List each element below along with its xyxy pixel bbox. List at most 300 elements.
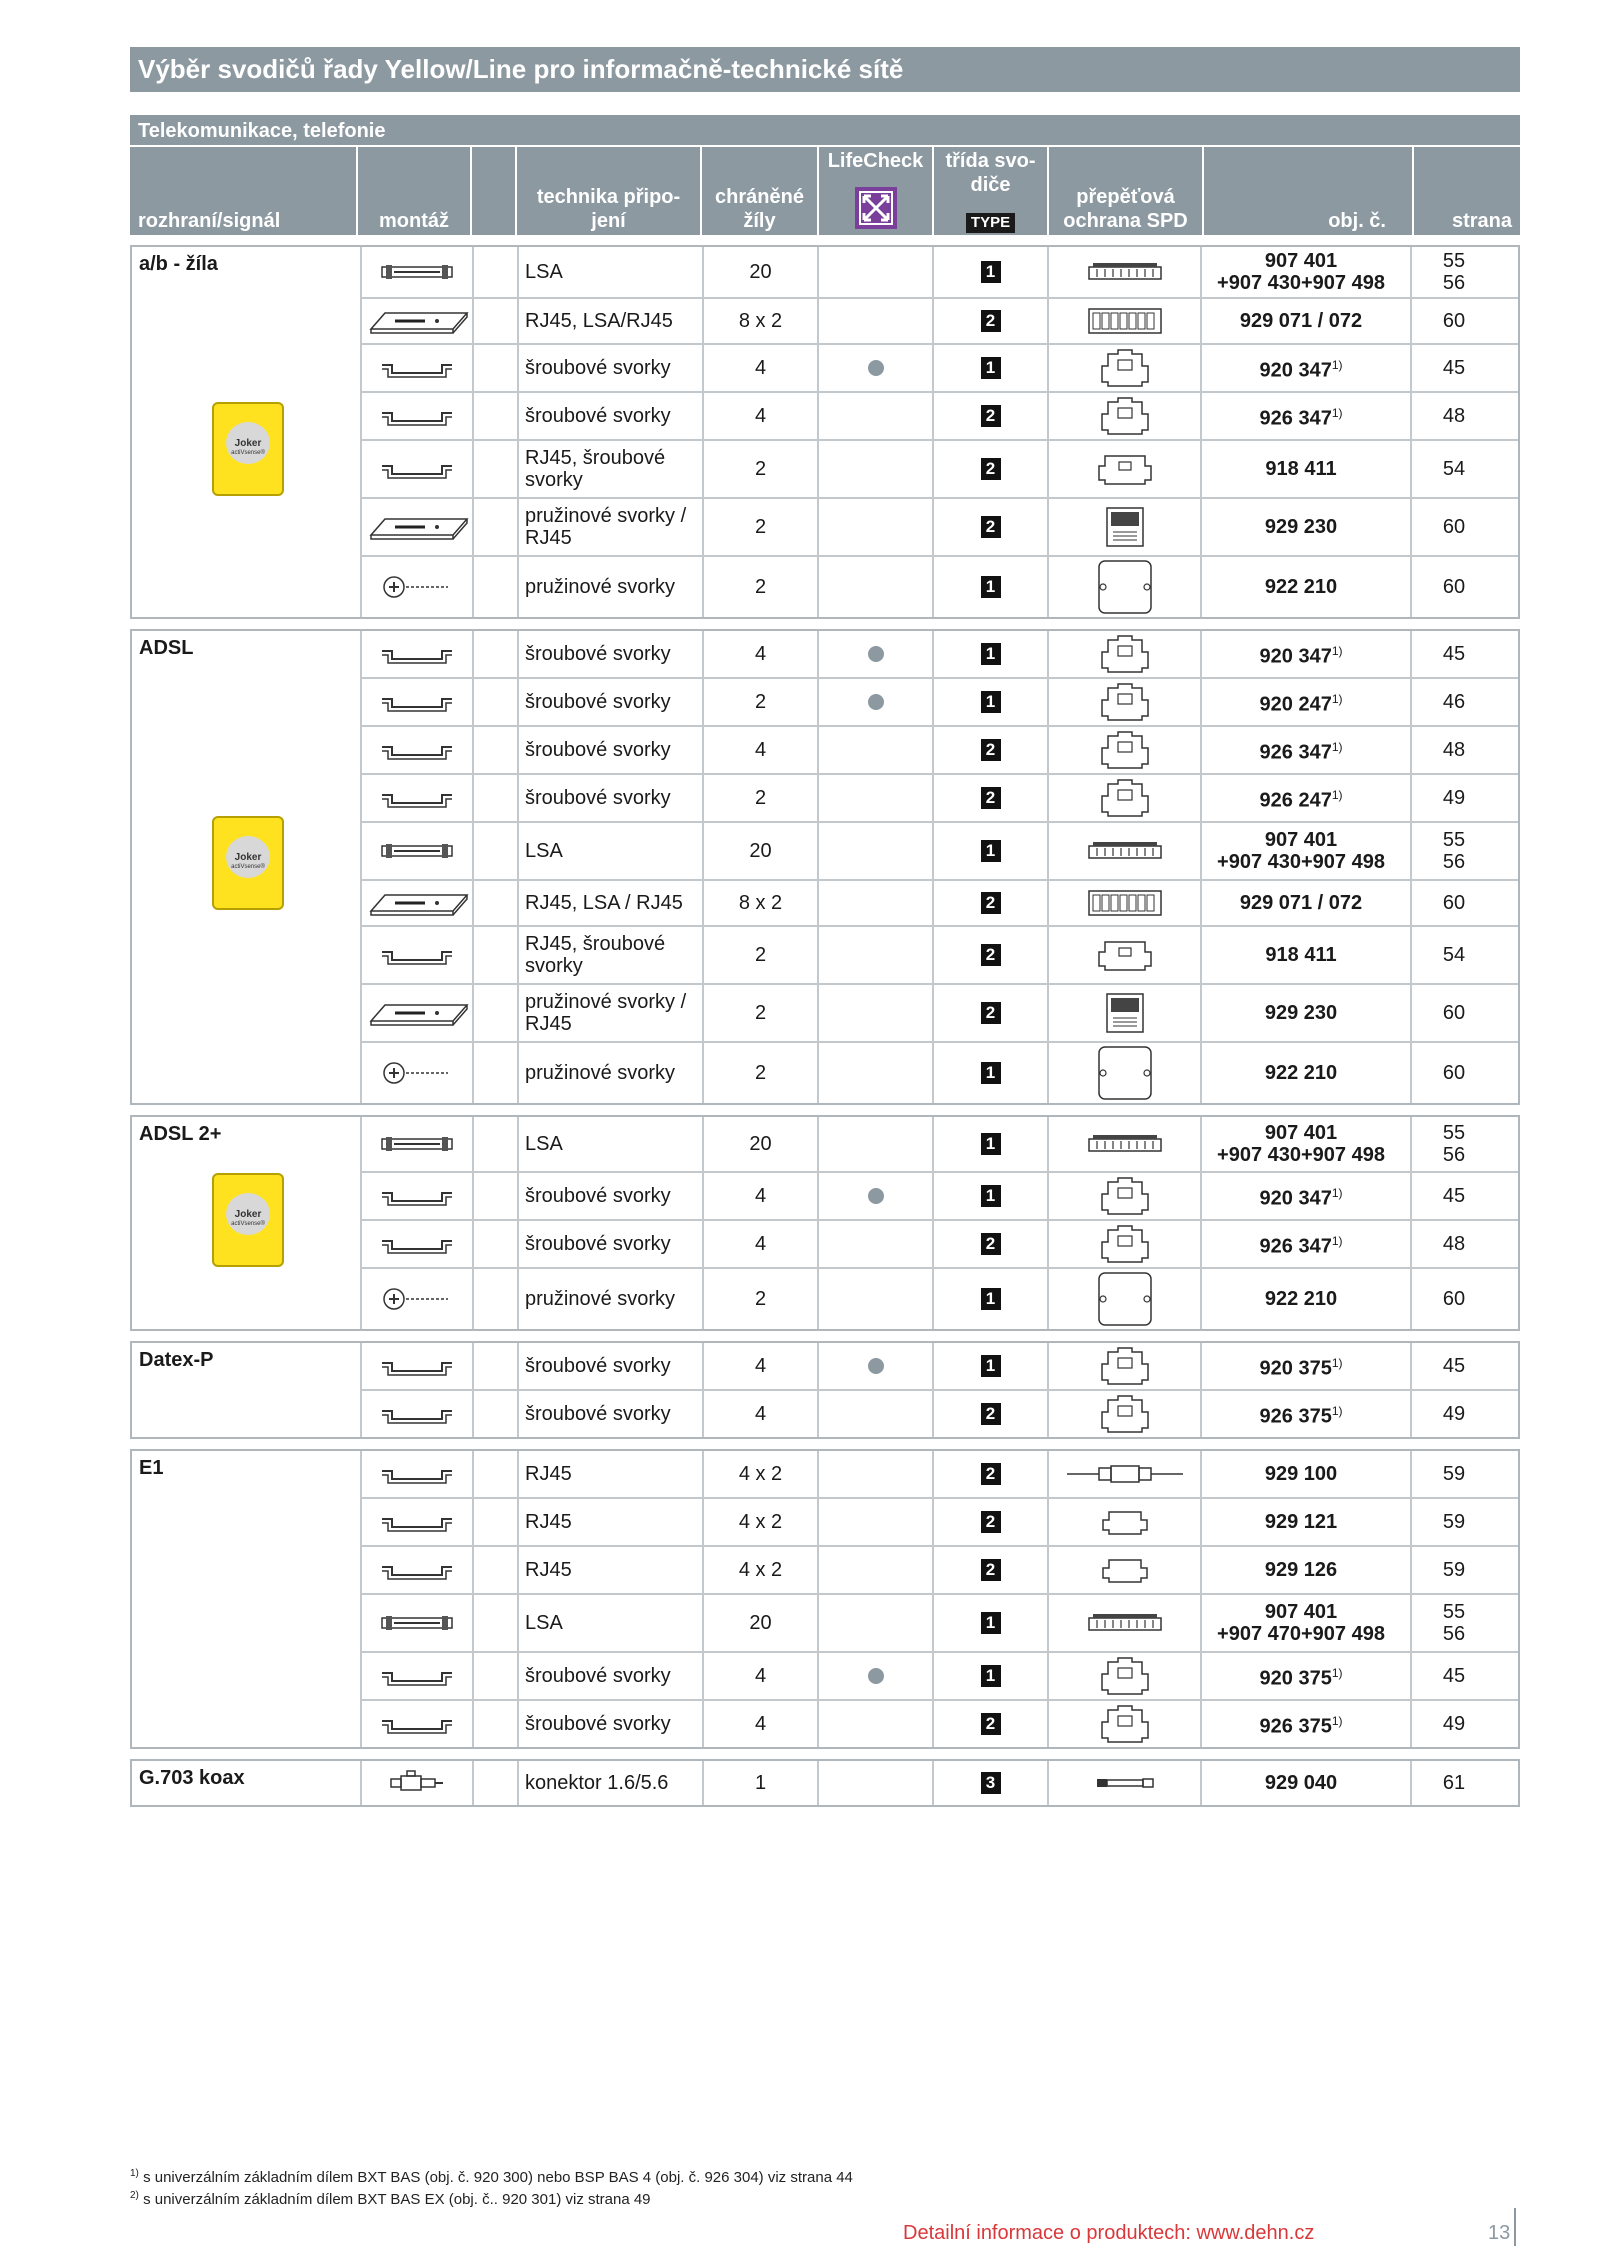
protected-wires: 4 (702, 1701, 817, 1747)
order-number-cell (1200, 1653, 1410, 1699)
page-cell (1410, 557, 1502, 617)
patch-panel-protector-icon (1047, 299, 1200, 343)
order-number: +907 430+907 498 (1217, 272, 1385, 294)
table-row (360, 1043, 1518, 1103)
page-ref: 60 (1442, 1288, 1466, 1310)
class-badge: 1 (981, 1612, 1001, 1634)
arrester-class (932, 1653, 1047, 1699)
class-badge: 2 (981, 1713, 1001, 1735)
lifecheck-dot-icon (868, 1358, 884, 1374)
page-cell (1410, 631, 1502, 677)
signal-name: ADSL 2+ (139, 1123, 222, 1145)
lifecheck-cell (817, 441, 932, 497)
order-number: 929 100 (1264, 1463, 1338, 1485)
connection-technique: šroubové svorky (517, 1173, 702, 1219)
signal-name: G.703 koax (139, 1767, 245, 1789)
signal-group (130, 245, 1520, 619)
page-cell (1410, 727, 1502, 773)
order-number: 929 230 (1264, 516, 1338, 538)
table-row (360, 881, 1518, 927)
category-label: Telekomunikace, telefonie (138, 120, 386, 142)
page-ref: 45 (1442, 1355, 1466, 1377)
protected-wires: 4 x 2 (702, 1547, 817, 1593)
connection-technique: šroubové svorky (517, 1391, 702, 1437)
protected-wires: 4 (702, 1653, 817, 1699)
col-obj: obj. č. (1204, 147, 1414, 235)
signal-group (130, 1341, 1520, 1439)
order-number-cell (1200, 1343, 1410, 1389)
page-cell (1410, 299, 1502, 343)
page-ref: 60 (1442, 310, 1466, 332)
arrester-class (932, 1701, 1047, 1747)
lsa-strip-mount-icon (360, 823, 472, 879)
arrester-class (932, 1451, 1047, 1497)
page-ref: 56 (1442, 272, 1466, 294)
page-ref: 59 (1442, 1511, 1466, 1533)
lsa-protector-icon (1047, 823, 1200, 879)
order-number-cell (1200, 1269, 1410, 1329)
class-badge: 1 (981, 1133, 1001, 1155)
rj45-protector-icon (1047, 927, 1200, 983)
arrester-class (932, 1221, 1047, 1267)
din-protector-icon (1047, 1391, 1200, 1437)
class-badge: 2 (981, 405, 1001, 427)
arrester-class (932, 631, 1047, 677)
class-badge: 1 (981, 1185, 1001, 1207)
arrester-class (932, 1761, 1047, 1805)
order-number: 907 401 (1264, 250, 1338, 272)
connection-technique: LSA (517, 823, 702, 879)
lifecheck-cell (817, 881, 932, 925)
page-ref: 54 (1442, 458, 1466, 480)
signal-group (130, 1759, 1520, 1807)
din-protector-icon (1047, 345, 1200, 391)
order-number: 929 126 (1264, 1559, 1338, 1581)
arrester-class (932, 727, 1047, 773)
class-badge: 2 (981, 1233, 1001, 1255)
page-cell (1410, 1451, 1502, 1497)
order-number-cell (1200, 1547, 1410, 1593)
lsa-protector-icon (1047, 247, 1200, 297)
order-number: 926 375$^{1)}$ (1259, 1714, 1343, 1738)
table-row (360, 247, 1518, 299)
arrester-class (932, 985, 1047, 1041)
screw-mount-icon (360, 557, 472, 617)
protected-wires: 2 (702, 1043, 817, 1103)
lifecheck-cell (817, 727, 932, 773)
page-cell (1410, 1595, 1502, 1651)
arrester-class (932, 393, 1047, 439)
page-ref: 45 (1442, 357, 1466, 379)
protected-wires: 4 x 2 (702, 1499, 817, 1545)
order-number-cell (1200, 727, 1410, 773)
lsa-protector-icon (1047, 1595, 1200, 1651)
col-page: strana (1451, 210, 1512, 232)
order-number-cell (1200, 1701, 1410, 1747)
box-protector-icon (1047, 1269, 1200, 1329)
page-cell (1410, 927, 1502, 983)
coax-connector-mount-icon (360, 1761, 472, 1805)
signal-group (130, 1115, 1520, 1331)
class-badge: 2 (981, 458, 1001, 480)
table-row (360, 1653, 1518, 1701)
table-row (360, 1391, 1518, 1437)
class-badge: 2 (981, 1511, 1001, 1533)
order-number: 922 210 (1264, 1288, 1338, 1310)
lifecheck-dot-icon (868, 360, 884, 376)
order-number-cell (1200, 247, 1410, 297)
din-rail-mount-icon (360, 1343, 472, 1389)
lifecheck-cell (817, 345, 932, 391)
order-number-cell (1200, 1117, 1410, 1171)
order-number: 920 375$^{1)}$ (1259, 1666, 1343, 1690)
order-number-cell (1200, 499, 1410, 555)
lifecheck-cell (817, 499, 932, 555)
spring-terminal-protector-icon (1047, 499, 1200, 555)
order-number-cell (1200, 823, 1410, 879)
connection-technique: LSA (517, 247, 702, 297)
din-rail-mount-icon (360, 727, 472, 773)
order-number-cell (1200, 1451, 1410, 1497)
lifecheck-cell (817, 1595, 932, 1651)
order-number: +907 430+907 498 (1217, 851, 1385, 873)
table-row (360, 1221, 1518, 1269)
lifecheck-cell (817, 823, 932, 879)
din-rail-mount-icon (360, 1547, 472, 1593)
lifecheck-dot-icon (868, 1188, 884, 1204)
din-protector-icon (1047, 1701, 1200, 1747)
din-protector-icon (1047, 631, 1200, 677)
table-row (360, 499, 1518, 557)
col-lifecheck: LifeCheck (819, 147, 934, 235)
table-row (360, 679, 1518, 727)
arrester-class (932, 775, 1047, 821)
connection-technique: šroubové svorky (517, 1343, 702, 1389)
protected-wires: 2 (702, 775, 817, 821)
page-ref: 45 (1442, 1185, 1466, 1207)
order-number-cell (1200, 441, 1410, 497)
order-number: 920 247$^{1)}$ (1259, 692, 1343, 716)
protected-wires: 4 (702, 1221, 817, 1267)
rack-panel-mount-icon (360, 881, 472, 925)
order-number: 907 401 (1264, 1601, 1338, 1623)
din-rail-mount-icon (360, 1451, 472, 1497)
din-protector-icon (1047, 775, 1200, 821)
class-badge: 2 (981, 739, 1001, 761)
table-row (360, 1499, 1518, 1547)
arrester-class (932, 1343, 1047, 1389)
order-number: 907 401 (1264, 829, 1338, 851)
table-row (360, 1173, 1518, 1221)
connection-technique: RJ45, šroubové svorky (517, 927, 702, 983)
order-number: 922 210 (1264, 576, 1338, 598)
connection-technique: pružinové svorky / RJ45 (517, 985, 702, 1041)
col-mount: montáž (358, 147, 472, 235)
class-badge: 1 (981, 840, 1001, 862)
din-rail-mount-icon (360, 679, 472, 725)
product-info-link[interactable]: Detailní informace o produktech: www.dehn.cz (903, 2222, 1315, 2244)
table-row (360, 727, 1518, 775)
order-number-cell (1200, 985, 1410, 1041)
din-rail-mount-icon (360, 1221, 472, 1267)
protected-wires: 8 x 2 (702, 299, 817, 343)
page-number-bar (1514, 2208, 1516, 2246)
table-row (360, 1761, 1518, 1805)
class-badge: 1 (981, 1665, 1001, 1687)
col-tech: technika připo- jení (517, 147, 702, 235)
din-rail-mount-icon (360, 1499, 472, 1545)
arrester-class (932, 1547, 1047, 1593)
din-protector-icon (1047, 727, 1200, 773)
class-badge: 1 (981, 643, 1001, 665)
order-number: 918 411 (1265, 944, 1337, 966)
connection-technique: LSA (517, 1595, 702, 1651)
table-row (360, 1595, 1518, 1653)
order-number: 929 071 / 072 (1239, 310, 1363, 332)
rack-panel-mount-icon (360, 985, 472, 1041)
order-number-cell (1200, 775, 1410, 821)
class-badge: 2 (981, 944, 1001, 966)
protected-wires: 20 (702, 247, 817, 297)
table-row (360, 823, 1518, 881)
protected-wires: 4 (702, 631, 817, 677)
order-number: 926 347$^{1)}$ (1259, 406, 1343, 430)
table-row (360, 299, 1518, 345)
screw-mount-icon (360, 1269, 472, 1329)
patch-panel-protector-icon (1047, 881, 1200, 925)
connection-technique: pružinové svorky (517, 557, 702, 617)
order-number-cell (1200, 927, 1410, 983)
order-number: 920 347$^{1)}$ (1259, 644, 1343, 668)
order-number: 929 121 (1264, 1511, 1338, 1533)
page-ref: 48 (1442, 1233, 1466, 1255)
page-ref: 45 (1442, 643, 1466, 665)
page-cell (1410, 881, 1502, 925)
page-cell (1410, 1653, 1502, 1699)
arrester-class (932, 1173, 1047, 1219)
page-cell (1410, 247, 1502, 297)
protected-wires: 4 (702, 1173, 817, 1219)
lifecheck-cell (817, 1451, 932, 1497)
class-badge: 1 (981, 576, 1001, 598)
page-cell (1410, 1269, 1502, 1329)
din-rail-mount-icon (360, 1701, 472, 1747)
page-ref: 60 (1442, 516, 1466, 538)
class-badge: 2 (981, 310, 1001, 332)
screw-mount-icon (360, 1043, 472, 1103)
lsa-strip-mount-icon (360, 247, 472, 297)
lifecheck-cell (817, 1761, 932, 1805)
order-number-cell (1200, 679, 1410, 725)
arrester-class (932, 881, 1047, 925)
order-number: +907 470+907 498 (1217, 1623, 1385, 1645)
page-cell (1410, 393, 1502, 439)
connection-technique: RJ45 (517, 1547, 702, 1593)
class-badge: 1 (981, 357, 1001, 379)
page-ref: 45 (1442, 1665, 1466, 1687)
footnote-1: $^{1)}$ s univerzálním základním dílem BXT BAS (obj. č. 920 300) nebo BSP BAS 4 (obj. č. 926 304) viz strana 44 (130, 2168, 853, 2186)
order-number: 929 071 / 072 (1239, 892, 1363, 914)
table-row (360, 393, 1518, 441)
order-number: 926 347$^{1)}$ (1259, 740, 1343, 764)
class-badge: 2 (981, 516, 1001, 538)
arrester-class (932, 499, 1047, 555)
page-ref: 48 (1442, 405, 1466, 427)
lifecheck-cell (817, 299, 932, 343)
table-row (360, 1269, 1518, 1329)
page-cell (1410, 1173, 1502, 1219)
lifecheck-cell (817, 1653, 932, 1699)
lifecheck-cell (817, 679, 932, 725)
connection-technique: RJ45, LSA/RJ45 (517, 299, 702, 343)
din-protector-icon (1047, 1221, 1200, 1267)
class-badge: 2 (981, 1403, 1001, 1425)
page-ref: 61 (1442, 1772, 1466, 1794)
order-number: 918 411 (1265, 458, 1337, 480)
page-cell (1410, 985, 1502, 1041)
arrester-class (932, 345, 1047, 391)
din-rail-mount-icon (360, 631, 472, 677)
lifecheck-cell (817, 1221, 932, 1267)
protected-wires: 4 x 2 (702, 1451, 817, 1497)
compact-protector-icon (1047, 1499, 1200, 1545)
din-rail-mount-icon (360, 393, 472, 439)
product-table (130, 245, 1520, 1817)
col-signal: rozhraní/signál (130, 147, 358, 235)
din-rail-mount-icon (360, 1173, 472, 1219)
din-rail-mount-icon (360, 1391, 472, 1437)
connection-technique: šroubové svorky (517, 1701, 702, 1747)
lifecheck-dot-icon (868, 646, 884, 662)
page-ref: 49 (1442, 787, 1466, 809)
page-cell (1410, 1547, 1502, 1593)
page-cell (1410, 1499, 1502, 1545)
protected-wires: 2 (702, 499, 817, 555)
connection-technique: RJ45 (517, 1451, 702, 1497)
spring-terminal-protector-icon (1047, 985, 1200, 1041)
table-row (360, 1343, 1518, 1391)
din-protector-icon (1047, 1173, 1200, 1219)
page-ref: 49 (1442, 1403, 1466, 1425)
order-number-cell (1200, 1761, 1410, 1805)
rj45-protector-icon (1047, 441, 1200, 497)
table-row (360, 927, 1518, 985)
table-row (360, 1547, 1518, 1595)
table-row (360, 1451, 1518, 1499)
page-cell (1410, 1343, 1502, 1389)
order-number-cell (1200, 299, 1410, 343)
page-ref: 46 (1442, 691, 1466, 713)
page-ref: 60 (1442, 892, 1466, 914)
order-number: 920 347$^{1)}$ (1259, 358, 1343, 382)
order-number-cell (1200, 557, 1410, 617)
page-ref: 54 (1442, 944, 1466, 966)
class-badge: 2 (981, 1463, 1001, 1485)
page-cell (1410, 1391, 1502, 1437)
din-rail-mount-icon (360, 775, 472, 821)
arrester-class (932, 1117, 1047, 1171)
order-number: 929 040 (1264, 1772, 1338, 1794)
lifecheck-cell (817, 1269, 932, 1329)
protected-wires: 20 (702, 823, 817, 879)
arrester-class (932, 679, 1047, 725)
class-badge: 2 (981, 892, 1001, 914)
page-cell (1410, 499, 1502, 555)
protected-wires: 4 (702, 345, 817, 391)
connection-technique: pružinové svorky (517, 1269, 702, 1329)
class-badge: 3 (981, 1772, 1001, 1794)
table-row (360, 985, 1518, 1043)
protected-wires: 4 (702, 393, 817, 439)
order-number: 920 347$^{1)}$ (1259, 1186, 1343, 1210)
din-rail-mount-icon (360, 441, 472, 497)
lifecheck-cell (817, 1117, 932, 1171)
lifecheck-icon (855, 187, 897, 229)
signal-name: a/b - žíla (139, 253, 218, 275)
page-ref: 59 (1442, 1559, 1466, 1581)
lifecheck-cell (817, 1701, 932, 1747)
page-ref: 55 (1442, 1122, 1466, 1144)
order-number-cell (1200, 345, 1410, 391)
arrester-class (932, 1269, 1047, 1329)
protected-wires: 2 (702, 985, 817, 1041)
protected-wires: 4 (702, 1391, 817, 1437)
signal-name: ADSL (139, 637, 194, 659)
order-number: 929 230 (1264, 1002, 1338, 1024)
col-spd: přepěťová ochrana SPD (1049, 147, 1204, 235)
joker-logo: Joker actiVsense® (212, 1173, 284, 1267)
order-number: 926 347$^{1)}$ (1259, 1234, 1343, 1258)
arrester-class (932, 299, 1047, 343)
page-ref: 56 (1442, 1623, 1466, 1645)
table-header (130, 115, 1520, 235)
class-badge: 1 (981, 691, 1001, 713)
order-number-cell (1200, 1173, 1410, 1219)
joker-logo: Joker actiVsense® (212, 402, 284, 496)
lifecheck-cell (817, 1043, 932, 1103)
connection-technique: LSA (517, 1117, 702, 1171)
page-ref: 60 (1442, 576, 1466, 598)
box-protector-icon (1047, 557, 1200, 617)
lifecheck-cell (817, 1173, 932, 1219)
connection-technique: šroubové svorky (517, 775, 702, 821)
arrester-class (932, 557, 1047, 617)
signal-group (130, 1449, 1520, 1749)
page-cell (1410, 1701, 1502, 1747)
page-ref: 48 (1442, 739, 1466, 761)
page-cell (1410, 1761, 1502, 1805)
connection-technique: RJ45, LSA / RJ45 (517, 881, 702, 925)
page-cell (1410, 345, 1502, 391)
box-protector-icon (1047, 1043, 1200, 1103)
order-number-cell (1200, 1043, 1410, 1103)
din-rail-mount-icon (360, 1653, 472, 1699)
page-cell (1410, 679, 1502, 725)
table-row (360, 345, 1518, 393)
lifecheck-cell (817, 775, 932, 821)
class-badge: 2 (981, 1559, 1001, 1581)
order-number-cell (1200, 1391, 1410, 1437)
page-cell (1410, 1117, 1502, 1171)
din-protector-icon (1047, 1653, 1200, 1699)
signal-name: Datex-P (139, 1349, 214, 1371)
connection-technique: šroubové svorky (517, 679, 702, 725)
din-protector-icon (1047, 679, 1200, 725)
connection-technique: šroubové svorky (517, 727, 702, 773)
class-badge: 1 (981, 1288, 1001, 1310)
col-wires: chráněné žíly (702, 147, 819, 235)
lifecheck-cell (817, 927, 932, 983)
